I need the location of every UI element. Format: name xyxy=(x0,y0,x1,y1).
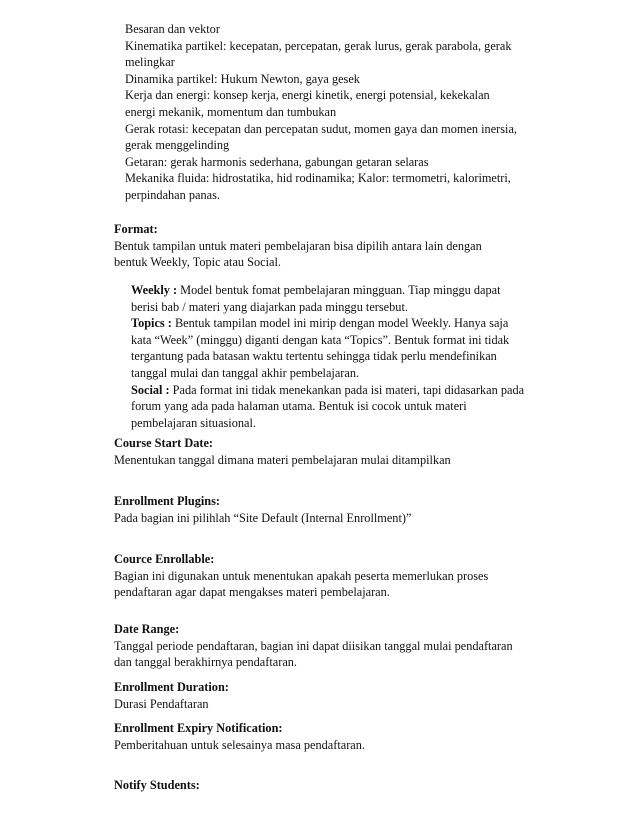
format-text-line: bentuk Weekly, Topic atau Social. xyxy=(114,255,281,270)
topic-line: Gerak rotasi: kecepatan dan percepatan sudut, momen gaya dan momen inersia, xyxy=(125,121,517,136)
enrollment-expiry-section xyxy=(114,720,584,753)
topic-line: gerak menggelinding xyxy=(125,138,230,153)
format-text-line: Bentuk tampilan untuk materi pembelajaran bisa dipilih antara lain dengan xyxy=(114,238,482,253)
weekly-text-line: berisi bab / materi yang diajarkan pada minggu tersebut. xyxy=(131,299,408,314)
topic-line: Mekanika fluida: hidrostatika, hid rodinamika; Kalor: termometri, kalorimetri, xyxy=(125,171,511,186)
enrollment-duration-section xyxy=(114,679,584,712)
social-text-line: forum yang ada pada halaman utama. Bentuk isi cocok untuk materi xyxy=(131,399,467,414)
course-start-date-section xyxy=(114,435,584,468)
topics-label: Topics : xyxy=(131,316,172,331)
section-heading: Enrollment Plugins: xyxy=(114,494,221,508)
topic-line: Getaran: gerak harmonis sederhana, gabungan getaran selaras xyxy=(125,154,429,169)
topic-list xyxy=(125,21,565,204)
topic-line: melingkar xyxy=(125,55,175,70)
topic-line: Dinamika partikel: Hukum Newton, gaya gesek xyxy=(125,71,360,86)
section-heading: Notify Students: xyxy=(114,778,200,792)
topic-line: energi mekanik, momentum dan tumbukan xyxy=(125,104,337,119)
section-heading: Enrollment Duration: xyxy=(114,680,229,694)
section-heading: Enrollment Expiry Notification: xyxy=(114,721,283,735)
topics-text: Bentuk tampilan model ini mirip dengan model Weekly. Hanya saja xyxy=(171,316,509,331)
social-text: Pada format ini tidak menekankan pada isi materi, tapi didasarkan pada xyxy=(169,382,525,397)
section-text-line: pendaftaran agar dapat mengakses materi pembelajaran. xyxy=(114,585,390,600)
enrollment-plugins-section xyxy=(114,493,584,526)
topic-line: perpindahan panas. xyxy=(125,187,220,202)
topics-text-line: tanggal mulai dan tanggal akhir pembelajaran. xyxy=(131,365,360,380)
social-label: Social : xyxy=(131,382,170,397)
topic-line: Kerja dan energi: konsep kerja, energi kinetik, energi potensial, kekekalan xyxy=(125,88,490,103)
format-social xyxy=(131,382,571,399)
weekly-label: Weekly : xyxy=(131,283,178,297)
weekly-text: Model bentuk fomat pembelajaran mingguan. Tiap minggu dapat xyxy=(177,283,501,297)
section-text-line: Tanggal periode pendaftaran, bagian ini dapat diisikan tanggal mulai pendaftaran xyxy=(114,638,513,653)
topics-text-line: kata “Week” (minggu) diganti dengan kata “Topics”. Bentuk format ini tidak xyxy=(131,332,510,347)
section-heading: Date Range: xyxy=(114,622,180,636)
format-heading: Format: xyxy=(114,222,158,236)
topic-line: Besaran dan vektor xyxy=(125,22,220,36)
social-text-line: pembelajaran situasional. xyxy=(131,415,256,430)
section-text-line: dan tanggal berakhirnya pendaftaran. xyxy=(114,655,298,670)
section-text-line: Menentukan tanggal dimana materi pembelajaran mulai ditampilkan xyxy=(114,452,451,467)
section-heading: Cource Enrollable: xyxy=(114,552,215,566)
course-enrollable-section xyxy=(114,551,584,601)
format-options xyxy=(131,282,571,431)
section-text-line: Pada bagian ini pilihlah “Site Default (Internal Enrollment)” xyxy=(114,510,412,525)
date-range-section xyxy=(114,621,584,671)
section-text-line: Durasi Pendaftaran xyxy=(114,696,209,711)
topic-line: Kinematika partikel: kecepatan, percepatan, gerak lurus, gerak parabola, gerak xyxy=(125,38,512,53)
section-text-line: Bagian ini digunakan untuk menentukan apakah peserta memerlukan proses xyxy=(114,568,489,583)
format-section xyxy=(114,221,584,271)
topics-text-line: tergantung pada batasan waktu tertentu sehingga tidak perlu mendefinikan xyxy=(131,349,497,364)
section-text-line: Pemberitahuan untuk selesainya masa pendaftaran. xyxy=(114,737,365,752)
notify-students-section xyxy=(114,777,584,794)
section-heading: Course Start Date: xyxy=(114,436,214,450)
format-weekly xyxy=(131,282,571,299)
format-topics xyxy=(131,315,571,332)
